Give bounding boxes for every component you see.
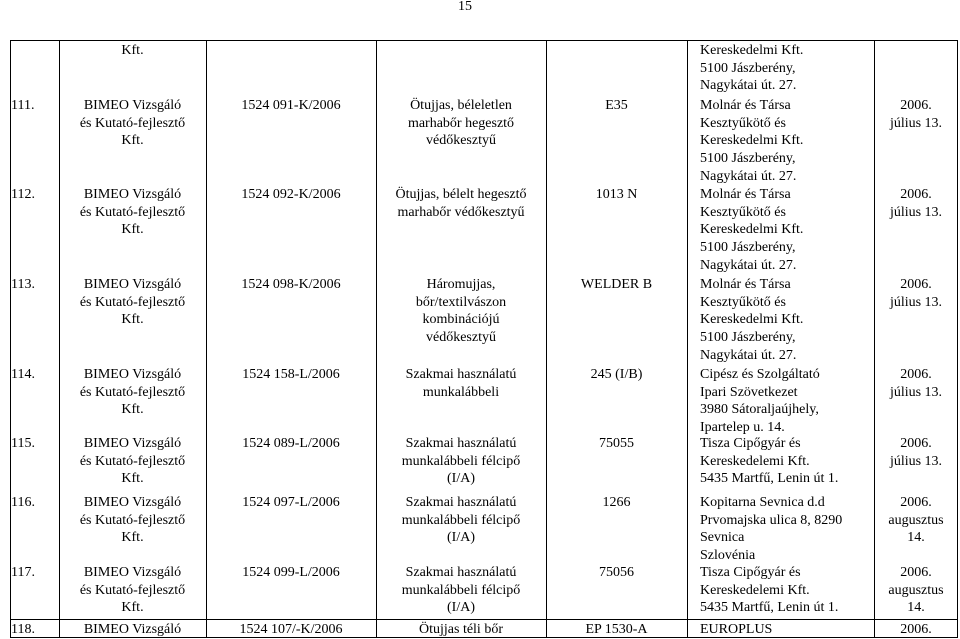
- company-name: [59, 564, 206, 617]
- manufacturer-line: Kereskedelmi Kft.: [700, 43, 804, 58]
- column-border: [687, 40, 688, 638]
- manufacturer-line: Cipész és Szolgáltató: [700, 367, 820, 382]
- manufacturer-line: Molnár és Társa: [700, 277, 791, 292]
- company-name-line: Kft.: [121, 600, 144, 616]
- row-number: [11, 276, 59, 294]
- product-name-line: Szakmai használatú: [405, 495, 517, 510]
- product-type: [546, 494, 687, 512]
- product-type: [546, 435, 687, 453]
- issue-date-line: augusztus: [888, 582, 944, 598]
- manufacturer-line: Kereskedelemi Kft.: [700, 582, 810, 598]
- manufacturer-line: Ipartelep u. 14.: [700, 420, 785, 436]
- page-number: 15: [458, 0, 472, 14]
- manufacturer-line: 5100 Jászberény,: [700, 151, 796, 167]
- row-number: [11, 97, 59, 115]
- product-type-line: 1013 N: [595, 187, 638, 202]
- certificate-number-line: 1524 089-L/2006: [242, 436, 340, 451]
- company-name-line: Kft.: [121, 222, 144, 238]
- row-number: [11, 435, 59, 453]
- row-number-line: 111.: [11, 98, 35, 113]
- certificate-number: [206, 621, 376, 639]
- company-name-line: és Kutató-fejlesztő: [79, 204, 186, 220]
- certificate-number: [206, 564, 376, 582]
- row-number-line: 118.: [11, 622, 35, 637]
- issue-date: [874, 435, 958, 470]
- manufacturer: [700, 42, 874, 95]
- issue-date-line: 2006.: [900, 367, 932, 382]
- manufacturer-line: Molnár és Társa: [700, 98, 791, 113]
- manufacturer: [700, 276, 874, 365]
- manufacturer-line: Kereskedelmi Kft.: [700, 312, 804, 328]
- issue-date: [874, 366, 958, 401]
- issue-date-line: július 13.: [889, 453, 943, 469]
- manufacturer-line: Tisza Cipőgyár és: [700, 565, 801, 580]
- product-name: [376, 564, 546, 617]
- manufacturer-line: Nagykátai út. 27.: [700, 347, 797, 363]
- company-name-line: BIMEO Vizsgáló: [83, 187, 182, 202]
- issue-date-line: 2006.: [900, 98, 932, 113]
- column-border: [546, 40, 547, 638]
- manufacturer: [700, 621, 874, 639]
- product-type-line: WELDER B: [580, 277, 653, 292]
- product-type-line: 245 (I/B): [590, 367, 643, 382]
- issue-date-line: 2006.: [900, 187, 932, 202]
- manufacturer: [700, 186, 874, 275]
- product-type-line: 75055: [599, 436, 634, 451]
- manufacturer-line: Kereskedelmi Kft.: [700, 222, 804, 238]
- product-name-line: Szakmai használatú: [405, 565, 517, 580]
- certificate-number-line: 1524 097-L/2006: [242, 495, 340, 510]
- row-border: [10, 40, 958, 41]
- product-name: [376, 435, 546, 488]
- product-name: [376, 494, 546, 547]
- product-name: [376, 366, 546, 401]
- certificate-number-line: 1524 158-L/2006: [242, 367, 340, 382]
- product-type-line: 1266: [602, 495, 631, 510]
- company-name: [59, 621, 206, 639]
- manufacturer-line: Molnár és Társa: [700, 187, 791, 202]
- company-name-line: és Kutató-fejlesztő: [79, 512, 186, 528]
- product-name-line: (I/A): [447, 471, 475, 487]
- product-name-line: munkalábbeli félcipő: [401, 582, 521, 598]
- issue-date: [874, 186, 958, 221]
- row-number: [11, 564, 59, 582]
- product-type: [546, 366, 687, 384]
- company-name: [59, 186, 206, 239]
- manufacturer-line: Sevnica: [700, 530, 745, 546]
- company-name-line: Kft.: [121, 402, 144, 418]
- product-type-line: 75056: [599, 565, 634, 580]
- company-name: [59, 276, 206, 329]
- company-name: [59, 42, 206, 60]
- certificate-table: [10, 40, 958, 638]
- certificate-number: [206, 494, 376, 512]
- company-name-line: és Kutató-fejlesztő: [79, 384, 186, 400]
- row-number: [11, 494, 59, 512]
- manufacturer-line: Szlovénia: [700, 548, 756, 564]
- manufacturer-line: 5435 Martfű, Lenin út 1.: [700, 600, 839, 616]
- manufacturer-line: Prvomajska ulica 8, 8290: [700, 512, 843, 528]
- manufacturer-line: 3980 Sátoraljaújhely,: [700, 402, 819, 418]
- company-name-line: BIMEO Vizsgáló: [83, 436, 182, 451]
- row-number: [11, 366, 59, 384]
- row-number: [11, 621, 59, 639]
- issue-date-line: 2006.: [900, 622, 932, 637]
- issue-date-line: 2006.: [900, 436, 932, 451]
- product-name-line: (I/A): [447, 600, 475, 616]
- company-name-line: Kft.: [121, 43, 144, 58]
- company-name-line: BIMEO Vizsgáló: [83, 367, 182, 382]
- certificate-number-line: 1524 091-K/2006: [241, 98, 341, 113]
- row-number-line: 116.: [11, 495, 35, 510]
- certificate-number: [206, 276, 376, 294]
- company-name-line: és Kutató-fejlesztő: [79, 115, 186, 131]
- company-name: [59, 366, 206, 419]
- company-name-line: BIMEO Vizsgáló: [83, 98, 182, 113]
- column-border: [10, 40, 11, 638]
- row-border: [10, 619, 958, 620]
- certificate-number-line: 1524 098-K/2006: [241, 277, 341, 292]
- manufacturer-line: 5100 Jászberény,: [700, 240, 796, 256]
- product-name-line: (I/A): [447, 530, 475, 546]
- product-type: [546, 186, 687, 204]
- product-name-line: marhabőr hegesztő: [407, 115, 515, 131]
- product-type: [546, 564, 687, 582]
- product-name-line: kombinációjú: [422, 312, 500, 328]
- company-name-line: Kft.: [121, 471, 144, 487]
- product-name-line: bőr/textilvászon: [415, 294, 507, 310]
- manufacturer-line: EUROPLUS: [700, 622, 773, 637]
- product-type-line: E35: [605, 98, 628, 113]
- issue-date-line: 14.: [907, 600, 925, 616]
- manufacturer-line: Kesztyűkötő és: [700, 115, 786, 131]
- product-name-line: munkalábbeli: [422, 384, 500, 400]
- certificate-number: [206, 435, 376, 453]
- issue-date: [874, 621, 958, 639]
- row-number-line: 113.: [11, 277, 35, 292]
- certificate-number-line: 1524 107/-K/2006: [239, 622, 343, 637]
- issue-date-line: július 13.: [889, 204, 943, 220]
- certificate-number: [206, 366, 376, 384]
- product-name-line: munkalábbeli félcipő: [401, 453, 521, 469]
- company-name-line: és Kutató-fejlesztő: [79, 582, 186, 598]
- manufacturer-line: Kereskedelmi Kft.: [700, 133, 804, 149]
- manufacturer-line: Kesztyűkötő és: [700, 204, 786, 220]
- product-name-line: munkalábbeli félcipő: [401, 512, 521, 528]
- issue-date-line: 14.: [907, 530, 925, 546]
- company-name-line: BIMEO Vizsgáló: [83, 495, 182, 510]
- issue-date: [874, 276, 958, 311]
- manufacturer: [700, 435, 874, 488]
- manufacturer-line: Ipari Szövetkezet: [700, 384, 798, 400]
- issue-date: [874, 564, 958, 617]
- product-name-line: Szakmai használatú: [405, 436, 517, 451]
- row-number: [11, 186, 59, 204]
- product-type: [546, 97, 687, 115]
- issue-date-line: 2006.: [900, 565, 932, 580]
- manufacturer: [700, 494, 874, 565]
- issue-date: [874, 97, 958, 132]
- certificate-number-line: 1524 092-K/2006: [241, 187, 341, 202]
- company-name-line: Kft.: [121, 530, 144, 546]
- manufacturer: [700, 564, 874, 617]
- product-name: [376, 186, 546, 221]
- product-name-line: védőkesztyű: [426, 330, 496, 346]
- product-name-line: Ötujjas téli bőr: [419, 622, 503, 637]
- company-name-line: BIMEO Vizsgáló: [83, 622, 182, 637]
- issue-date: [874, 494, 958, 547]
- company-name: [59, 97, 206, 150]
- product-name: [376, 621, 546, 639]
- certificate-number: [206, 186, 376, 204]
- product-type: [546, 276, 687, 294]
- product-name-line: Háromujjas,: [426, 277, 496, 292]
- manufacturer-line: 5435 Martfű, Lenin út 1.: [700, 471, 839, 487]
- company-name-line: Kft.: [121, 133, 144, 149]
- certificate-number: [206, 97, 376, 115]
- product-name-line: Szakmai használatú: [405, 367, 517, 382]
- product-name-line: védőkesztyű: [426, 133, 496, 149]
- row-number-line: 114.: [11, 367, 35, 382]
- manufacturer-line: Nagykátai út. 27.: [700, 257, 797, 273]
- manufacturer-line: Kesztyűkötő és: [700, 294, 786, 310]
- product-type-line: EP 1530-A: [585, 622, 648, 637]
- product-name-line: marhabőr védőkesztyű: [397, 204, 525, 220]
- manufacturer-line: 5100 Jászberény,: [700, 330, 796, 346]
- column-border: [206, 40, 207, 638]
- company-name: [59, 435, 206, 488]
- company-name-line: Kft.: [121, 312, 144, 328]
- issue-date-line: július 13.: [889, 294, 943, 310]
- row-number-line: 115.: [11, 436, 35, 451]
- manufacturer-line: Kopitarna Sevnica d.d: [700, 495, 825, 510]
- product-name: [376, 276, 546, 347]
- issue-date-line: 2006.: [900, 495, 932, 510]
- company-name-line: BIMEO Vizsgáló: [83, 277, 182, 292]
- product-type: [546, 621, 687, 639]
- manufacturer: [700, 366, 874, 437]
- product-name-line: Ötujjas, béleletlen: [410, 98, 512, 113]
- company-name-line: és Kutató-fejlesztő: [79, 294, 186, 310]
- issue-date-line: július 13.: [889, 115, 943, 131]
- issue-date-line: augusztus: [888, 512, 944, 528]
- manufacturer-line: Tisza Cipőgyár és: [700, 436, 801, 451]
- issue-date-line: 2006.: [900, 277, 932, 292]
- manufacturer-line: 5100 Jászberény,: [700, 60, 796, 76]
- product-name-line: Ötujjas, bélelt hegesztő: [395, 187, 527, 202]
- certificate-number-line: 1524 099-L/2006: [242, 565, 340, 580]
- manufacturer-line: Kereskedelemi Kft.: [700, 453, 810, 469]
- issue-date-line: július 13.: [889, 384, 943, 400]
- row-number-line: 117.: [11, 565, 35, 580]
- manufacturer-line: Nagykátai út. 27.: [700, 78, 797, 94]
- company-name-line: BIMEO Vizsgáló: [83, 565, 182, 580]
- company-name-line: és Kutató-fejlesztő: [79, 453, 186, 469]
- row-number-line: 112.: [11, 187, 35, 202]
- company-name: [59, 494, 206, 547]
- manufacturer-line: Nagykátai út. 27.: [700, 168, 797, 184]
- product-name: [376, 97, 546, 150]
- manufacturer: [700, 97, 874, 186]
